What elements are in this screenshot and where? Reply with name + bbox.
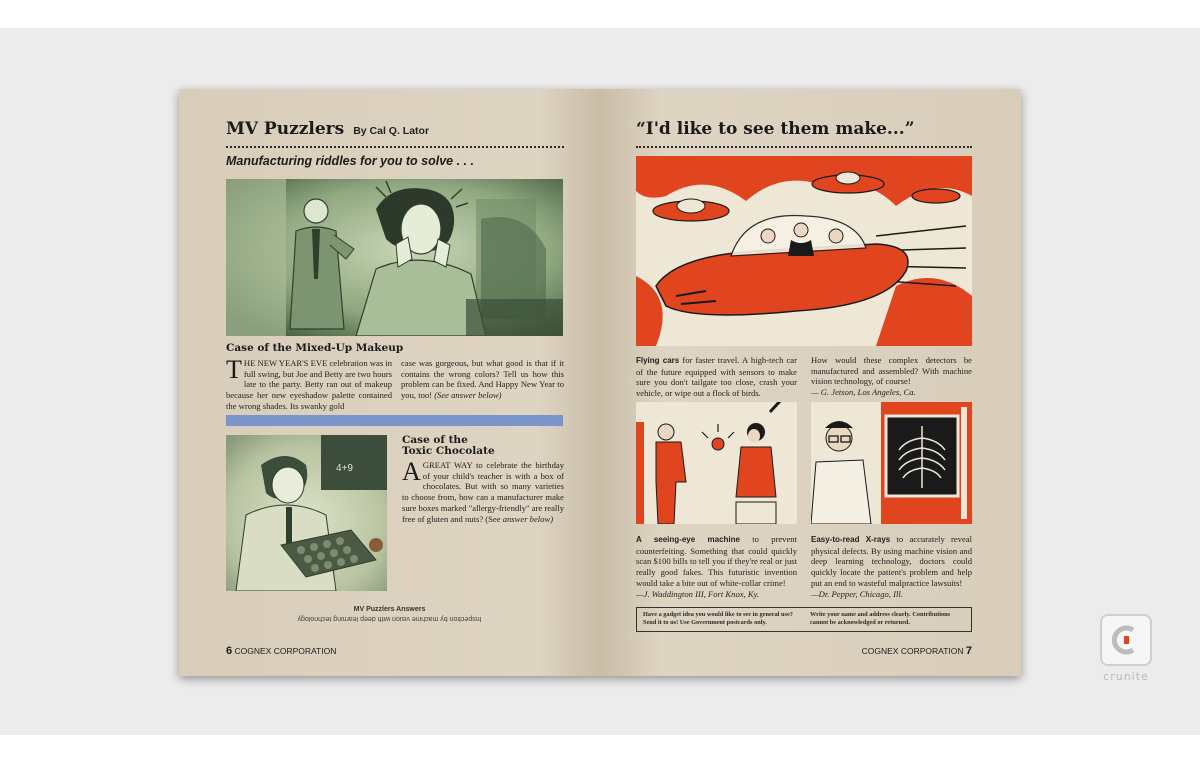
bottom-band bbox=[0, 735, 1200, 763]
case1-answer-ref: (See answer below) bbox=[434, 390, 502, 401]
detectors-signature: — G. Jetson, Los Angeles, Ca. bbox=[811, 387, 916, 398]
xray-signature: —Dr. Pepper, Chicago, Ill. bbox=[811, 588, 903, 599]
magazine-spread bbox=[179, 89, 1021, 676]
flying-cars-body: for faster travel. A high-tech car of the future equipped with sensors to make sure you don't tailgate too close, crash your vehicle, or wipe out a flock of birds. bbox=[636, 355, 797, 399]
case1-title: Case of the Mixed-Up Makeup bbox=[226, 342, 404, 354]
dotted-rule bbox=[226, 146, 564, 148]
watermark-text: crunite bbox=[1103, 670, 1149, 683]
xray-body: to accurately reveal physical defects. By using machine vision and deep learning technology, doctors could quickly locate the patient's problem and help put an end to wasteful malpractice lawsuits! bbox=[811, 534, 972, 588]
case2-title-line2: Toxic Chocolate bbox=[402, 445, 495, 457]
masthead bbox=[226, 119, 566, 139]
seeing-eye-text bbox=[636, 534, 797, 599]
makeup-illustration-svg bbox=[226, 179, 563, 336]
case2-title bbox=[402, 435, 495, 457]
blackboard-text: 4+9 bbox=[336, 463, 353, 474]
case2-answer-ref: answer below) bbox=[502, 513, 554, 524]
gadget-submission-box bbox=[636, 607, 972, 632]
case1-col2-text: case was gorgeous, but what good is that if it contains the wrong colors? Tell us how this problem can be fixed. And Happy New Year to you, too! bbox=[401, 358, 564, 401]
blue-divider bbox=[226, 415, 563, 426]
xray-svg bbox=[811, 402, 972, 524]
detectors-body: How would these complex detectors be manufactured and assembled? With machine vision technology, of course! bbox=[811, 355, 972, 387]
right-page-number: 7 bbox=[965, 645, 972, 657]
left-folio-text: COGNEX CORPORATION bbox=[234, 646, 337, 656]
right-page bbox=[600, 89, 1021, 676]
left-page bbox=[179, 89, 600, 676]
subtitle: Manufacturing riddles for you to solve . . . bbox=[226, 154, 474, 168]
byline: By Cal Q. Lator bbox=[353, 125, 430, 137]
page-title: MV Puzzlers bbox=[226, 119, 345, 139]
right-folio bbox=[862, 645, 972, 657]
detectors-text bbox=[811, 355, 972, 398]
chocolate-illustration bbox=[226, 435, 387, 591]
right-page-title: “I'd like to see them make...” bbox=[636, 119, 915, 139]
makeup-illustration bbox=[226, 179, 563, 336]
xray-illustration bbox=[811, 402, 972, 524]
gadget-left-text: Have a gadget idea you would like to see in general use? Send it to us! Use Government postcards only. bbox=[643, 611, 793, 626]
flying-cars-text bbox=[636, 355, 797, 399]
left-folio bbox=[226, 645, 336, 657]
seeing-eye-lead: A seeing-eye machine bbox=[636, 535, 740, 544]
seeing-eye-svg bbox=[636, 402, 797, 524]
case1-column-2 bbox=[401, 358, 564, 401]
case2-body bbox=[402, 457, 564, 524]
flying-cars-lead: Flying cars bbox=[636, 356, 680, 365]
answers-block bbox=[179, 606, 600, 622]
left-page-number: 6 bbox=[226, 645, 233, 657]
gadget-right-text: Write your name and address clearly. Contributions cannot be acknowledged or returned. bbox=[810, 611, 951, 626]
case2-body-text: GREAT WAY to celebrate the birthday of your child's teacher is with a box of chocolates. But with so many varieties to choose from, how can a manufacturer make sure boxes marked "allergy-friendly" are really free of gluten and nuts? (See bbox=[402, 460, 564, 524]
flying-car-svg bbox=[636, 156, 972, 346]
answers-heading: MV Puzzlers Answers bbox=[353, 606, 426, 613]
right-dotted-rule bbox=[636, 146, 972, 148]
logo-mark-icon bbox=[1102, 616, 1150, 664]
xray-text bbox=[811, 534, 972, 599]
case1-dropcap: T bbox=[226, 355, 242, 384]
case2-dropcap: A bbox=[402, 457, 421, 486]
seeing-eye-body: to prevent counterfeiting. Something that could quickly scan $100 bills to tell you if they're real or just really good fakes. This futuristic invention would take a bite out of white-collar crime! bbox=[636, 534, 797, 588]
chocolate-illustration-svg bbox=[226, 435, 387, 591]
right-folio-text: COGNEX CORPORATION bbox=[861, 646, 964, 656]
answers-inverted-text: Inspection by machine vision with deep learning technology bbox=[297, 615, 482, 622]
xray-lead: Easy-to-read X-rays bbox=[811, 535, 891, 544]
case1-column-1 bbox=[226, 355, 392, 412]
watermark-logo-icon bbox=[1100, 614, 1152, 666]
seeing-eye-illustration bbox=[636, 402, 797, 524]
case2-title-line1: Case of the bbox=[402, 434, 468, 446]
case1-col1-text: HE NEW YEAR'S EVE celebration was in full swing, but Joe and Betty are two hours late to the party. Betty ran out of makeup because her new eyeshadow palette contained the wrong shades. Its swanky gold bbox=[226, 358, 392, 411]
flying-car-illustration bbox=[636, 156, 972, 346]
seeing-eye-signature: —J. Waddington III, Fort Knox, Ky. bbox=[636, 588, 760, 599]
top-band bbox=[0, 0, 1200, 28]
